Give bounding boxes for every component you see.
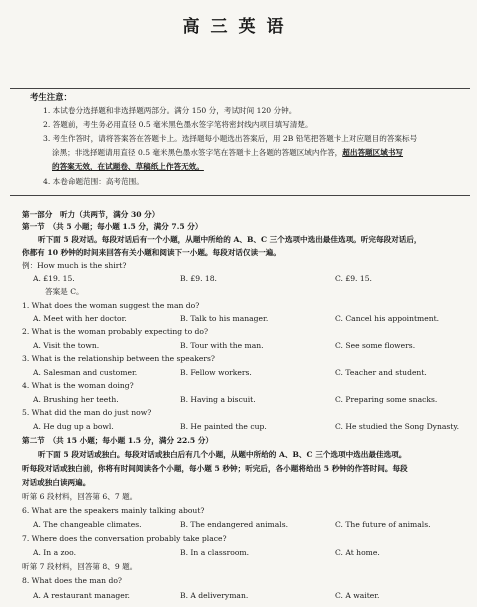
question-5-option-b: B. He painted the cup. <box>180 422 267 431</box>
question-2-option-a: A. Visit the town. <box>33 341 100 350</box>
question-2: 2. What is the woman probably expecting to do? <box>22 327 209 336</box>
question-6-option-a: A. The changeable climates. <box>33 520 142 529</box>
question-1-option-c: C. Cancel his appointment. <box>335 314 440 323</box>
question-5-option-c: C. He studied the Song Dynasty. <box>335 422 460 431</box>
example-answer: 答案是 C。 <box>45 287 84 296</box>
question-1-option-a: A. Meet with her doctor. <box>33 314 127 323</box>
header-divider <box>10 88 470 89</box>
notice-item-3-text: 涂黑；非选择题请用直径 0.5 毫米黑色墨水签字笔在答题卡上各题的答题区域内作答， <box>52 148 343 157</box>
notice-item-2: 2. 答题前，考生务必用直径 0.5 毫米黑色墨水签字笔将密封线内项目填写清楚。 <box>43 120 313 129</box>
question-3: 3. What is the relationship between the speakers? <box>22 354 215 363</box>
question-6-option-b: B. The endangered animals. <box>180 520 289 529</box>
question-3-option-b: B. Fellow workers. <box>180 368 252 377</box>
question-7-option-c: C. At home. <box>335 548 380 557</box>
part1-heading: 第一部分 听力（共两节，满分 30 分） <box>22 210 160 219</box>
example-option-a: A. £19. 15. <box>33 274 75 283</box>
question-8-option-c: C. A waiter. <box>335 591 380 600</box>
question-5-option-a: A. He dug up a bowl. <box>33 422 114 431</box>
notice-divider <box>10 195 470 196</box>
question-5: 5. What did the man do just now? <box>22 408 152 417</box>
section1-heading: 第一节 （共 5 小题；每小题 1.5 分，满分 7.5 分） <box>22 222 203 231</box>
question-3-option-a: A. Salesman and customer. <box>33 368 138 377</box>
notice-item-3: 3. 考生作答时，请将答案答在答题卡上。选择题每小题选出答案后，用 2B 铅笔把答题卡上对应题目的答案标号 <box>43 134 418 143</box>
question-7-option-b: B. In a classroom. <box>180 548 250 557</box>
example-question: 例：How much is the shirt? <box>22 261 127 270</box>
question-4: 4. What is the woman doing? <box>22 381 134 390</box>
section2-directions-line1: 听下面 5 段对话或独白。每段对话或独白后有几个小题，从题中所给的 A、B、C 三个选项中选出最佳选项。 <box>38 450 407 459</box>
question-8-option-b: B. A deliveryman. <box>180 591 249 600</box>
section1-directions-line1: 听下面 5 段对话。每段对话后有一个小题，从题中所给的 A、B、C 三个选项中选出最佳选项。听完每段对话后， <box>38 235 422 244</box>
notice-item-3-end: 的答案无效，在试题卷、草稿纸上作答无效。 <box>52 162 204 171</box>
notice-heading: 考生注意： <box>30 92 72 102</box>
example-option-b: B. £9. 18. <box>180 274 217 283</box>
question-6: 6. What are the speakers mainly talking about? <box>22 506 205 515</box>
question-8: 8. What does the man do? <box>22 576 122 585</box>
section2-heading: 第二节 （共 15 小题；每小题 1.5 分，满分 22.5 分） <box>22 436 214 445</box>
example-option-c: C. £9. 15. <box>335 274 372 283</box>
section2-directions-line3: 对话或独白读两遍。 <box>22 478 91 487</box>
question-4-option-c: C. Preparing some snacks. <box>335 395 438 404</box>
question-4-option-b: B. Having a biscuit. <box>180 395 256 404</box>
notice-item-3-cont <box>52 148 403 157</box>
section1-directions-line2: 你都有 10 秒钟的时间来回答有关小题和阅读下一小题。每段对话仅读一遍。 <box>22 248 281 257</box>
question-7-option-a: A. In a zoo. <box>33 548 76 557</box>
material-6-heading: 听第 6 段材料，回答第 6、7 题。 <box>22 492 138 501</box>
question-3-option-c: C. Teacher and student. <box>335 368 427 377</box>
material-7-heading: 听第 7 段材料，回答第 8、9 题。 <box>22 562 138 571</box>
section2-directions-line2: 听每段对话或独白前，你将有时间阅读各个小题，每小题 5 秒钟；听完后，各小题将给出 5 秒钟的作答时间。每段 <box>22 464 408 473</box>
notice-item-3-emphasis: 超出答题区域书写 <box>342 148 404 157</box>
page-title: 高三英语 <box>182 17 295 37</box>
notice-item-1: 1. 本试卷分选择题和非选择题两部分。满分 150 分，考试时间 120 分钟。 <box>43 106 297 115</box>
question-7: 7. Where does the conversation probably take place? <box>22 534 227 543</box>
question-2-option-c: C. See some flowers. <box>335 341 416 350</box>
notice-item-4: 4. 本卷命题范围：高考范围。 <box>43 177 144 186</box>
question-2-option-b: B. Tour with the man. <box>180 341 264 350</box>
question-1: 1. What does the woman suggest the man do? <box>22 301 200 310</box>
question-4-option-a: A. Brushing her teeth. <box>33 395 119 404</box>
question-8-option-a: A. A restaurant manager. <box>33 591 130 600</box>
question-1-option-b: B. Talk to his manager. <box>180 314 269 323</box>
question-6-option-c: C. The future of animals. <box>335 520 431 529</box>
